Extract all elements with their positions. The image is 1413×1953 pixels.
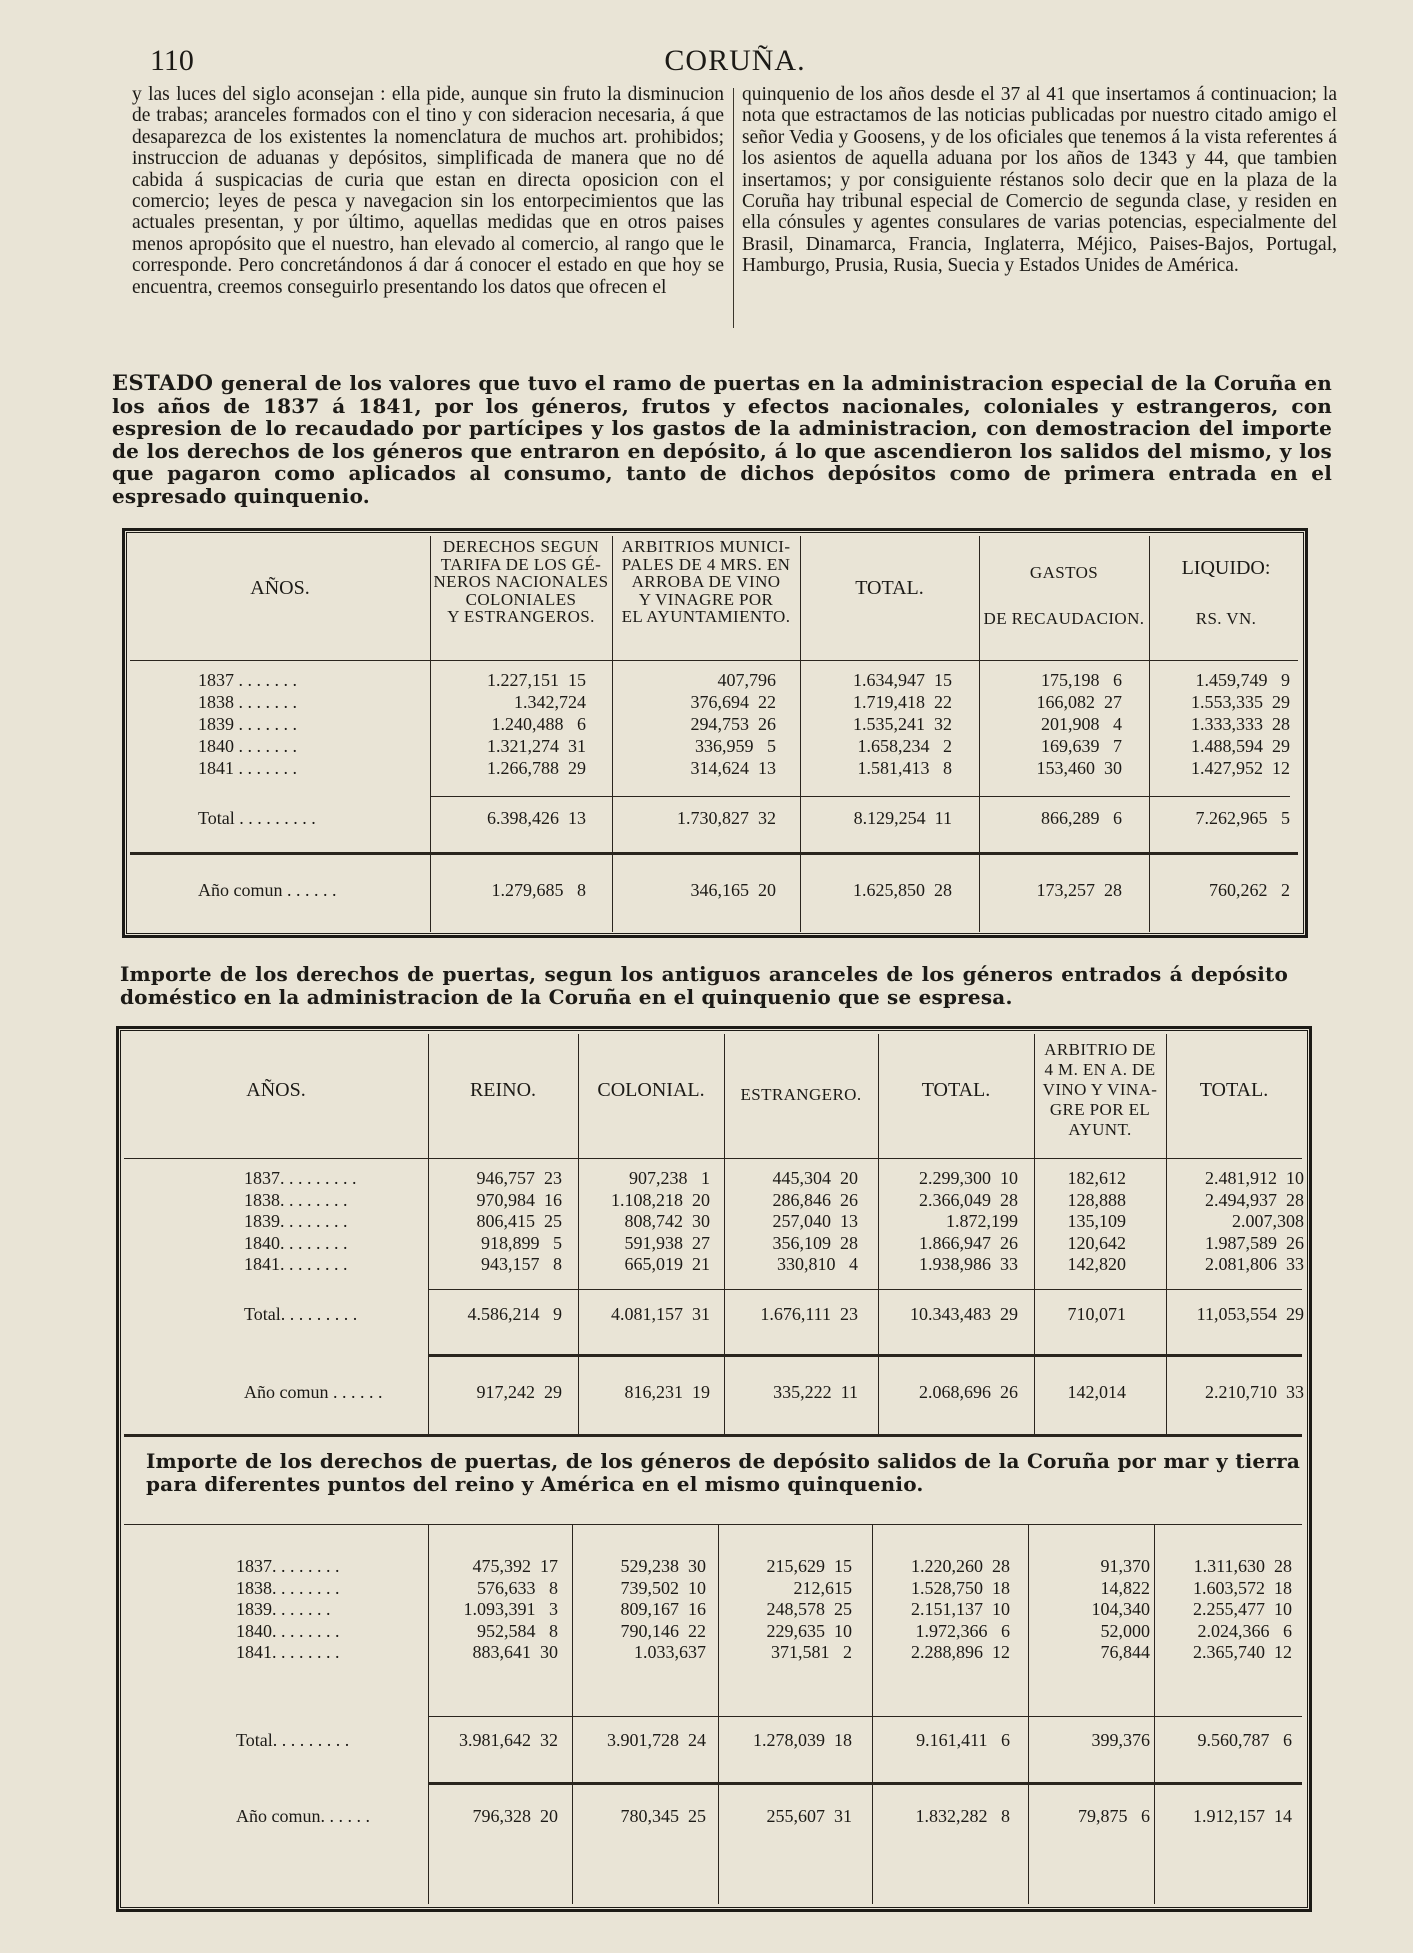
table1-header-arbitrios-line: Y VINAGRE POR [638,589,774,609]
cell-value: 255,607 31 [766,1806,852,1826]
cell-value: 1.972,366 6 [915,1620,1010,1641]
table2-sum-rule [428,1289,1302,1290]
table1-header-liquido-sub: RS. VN. [1195,609,1257,628]
table2-vline [1034,1034,1035,1434]
cell-value: 808,742 30 [624,1211,710,1231]
cell-value: 2.365,740 12 [1193,1642,1292,1662]
table1-header-derechos-line: TARIFA DE LOS GÉ- [440,554,602,574]
cell-value: 2.255,477 10 [1193,1599,1292,1619]
row-label: Total. . . . . . . . . [236,1730,350,1750]
cell-value: 248,578 25 [766,1599,852,1619]
table1-header-arbitrios-line: ARROBA DE VINO [631,572,781,591]
table1-header-derechos-line: COLONIALES [465,589,577,609]
cell-value: 169,639 7 [1041,736,1122,756]
cell-value: 14,822 [1100,1577,1150,1598]
table1-header-rule [130,660,1298,661]
row-label: 1838. . . . . . . . [236,1577,340,1598]
table1-vline [979,536,980,932]
table2-header-colonial: COLONIAL. [597,1079,705,1101]
cell-value: 3.981,642 32 [459,1730,558,1750]
cell-value: 2.299,300 10 [919,1168,1018,1188]
cell-value: 866,289 6 [1041,808,1122,828]
cell-value: 780,345 25 [620,1806,706,1826]
table1-vline [612,536,613,932]
cell-value: 52,000 [1100,1620,1150,1641]
cell-value: 2.151,137 10 [911,1599,1010,1619]
row-label: 1838. . . . . . . . [244,1189,348,1210]
table3-header-rule [124,1524,1302,1525]
cell-value: 128,888 [1067,1189,1126,1210]
cell-value: 1.938,986 33 [919,1254,1018,1274]
table2-header-estrangero: ESTRANGERO. [740,1085,862,1104]
cell-value: 76,844 [1100,1642,1150,1662]
table3-sum-rule [428,1716,1302,1717]
cell-value: 710,071 [1067,1304,1126,1324]
table2-header-rule [124,1158,1302,1159]
cell-value: 475,392 17 [472,1556,558,1576]
table1-vline [800,536,801,932]
cell-value: 1.488,594 29 [1191,736,1290,756]
cell-value: 356,109 28 [772,1232,858,1253]
cell-value: 917,242 29 [476,1382,562,1402]
right-column-text: quinquenio de los años desde el 37 al 41 que insertamos á continuacion; la nota que estractamos de las noticias publicadas por nuestro citado amigo el señor Vedia y Goosens, y de los oficiales que tenemos á la vista referentes á los asientos de aquella aduana por los años de 1343 y 44, que tambien insertamos; y por consiguiente réstanos solo decir que en la plaza de la Coruña hay tribunal especial de Comercio de segunda clase, y residen en ella cónsules y agentes consulares de varias potencias, especialmente del Brasil, Dinamarca, Francia, Inglaterra, Méjico, Paises-Bajos, Portugal, Hamburgo, Prusia, Rusia, Suecia y Estados Unides de América. [742,84,1337,277]
cell-value: 79,875 6 [1078,1806,1150,1826]
body-text [132,84,1337,334]
cell-value: 1.279,685 8 [491,880,586,900]
table1-header-arbitrios-line: EL AYUNTAMIENTO. [621,607,791,626]
cell-value: 1.658,234 2 [857,736,952,756]
table3-vline [872,1524,873,1904]
table2-end-rule [124,1434,1302,1437]
table2-title: Importe de los derechos de puertas, segun los antiguos aranceles de los géneros entrados á depósito doméstico en la administracion de la Coruña en el quinquenio que se espresa. [120,962,1288,1009]
table2-header-arbitrio-line: GRE POR EL [1049,1100,1151,1119]
cell-value: 2.288,896 12 [911,1642,1010,1662]
cell-value: 1.987,589 26 [1205,1232,1304,1253]
cell-value: 806,415 25 [476,1211,562,1231]
cell-value: 1.311,630 28 [1193,1556,1292,1576]
cell-value: 2.366,049 28 [919,1189,1018,1210]
table2-header-arbitrio-line: VINO Y VINA- [1042,1080,1158,1099]
cell-value: 212,615 [793,1577,852,1598]
cell-value: 4.586,214 9 [467,1304,562,1324]
cell-value: 760,262 2 [1209,880,1290,900]
cell-value: 173,257 28 [1036,880,1122,900]
cell-value: 120,642 [1067,1232,1126,1253]
cell-value: 907,238 1 [629,1168,710,1188]
running-title: CORUÑA. [664,44,806,77]
cell-value: 918,899 5 [481,1232,562,1253]
cell-value: 1.093,391 3 [463,1599,558,1619]
cell-value: 1.033,637 [634,1642,706,1662]
cell-value: 1.832,282 8 [915,1806,1010,1826]
table1-header-total: TOTAL. [855,577,924,599]
table1-vline [430,536,431,932]
cell-value: 153,460 30 [1036,758,1122,778]
cell-value: 1.535,241 32 [853,714,952,734]
table2-header-arbitrio-line: ARBITRIO DE [1044,1040,1156,1059]
cell-value: 1.719,418 22 [853,692,952,712]
cell-value: 8.129,254 11 [853,808,952,828]
row-label: Año comun . . . . . . [244,1382,383,1402]
cell-value: 1.227,151 15 [487,670,586,690]
cell-value: 946,757 23 [476,1168,562,1188]
table1-header-anos: AÑOS. [250,577,310,599]
cell-value: 7.262,965 5 [1195,808,1290,828]
cell-value: 336,959 5 [695,736,776,756]
cell-value: 1.321,274 31 [487,736,586,756]
cell-value: 330,810 4 [777,1254,858,1274]
table2-vline [428,1034,429,1434]
table3-title: Importe de los derechos de puertas, de los géneros de depósito salidos de la Coruña por mar y tierra para diferentes puntos del reino y América en el mismo quinquenio. [146,1449,1300,1496]
cell-value: 1.342,724 [514,692,586,712]
page-header [150,44,1320,80]
cell-value: 335,222 11 [773,1382,858,1402]
cell-value: 166,082 27 [1036,692,1122,712]
cell-value: 1.108,218 20 [611,1189,710,1210]
row-label: Total . . . . . . . . . [198,808,316,828]
cell-value: 1.266,788 29 [487,758,586,778]
cell-value: 91,370 [1100,1556,1150,1576]
cell-value: 816,231 19 [624,1382,710,1402]
table2-total-rule [428,1354,1302,1357]
cell-value: 809,167 16 [620,1599,706,1619]
cell-value: 142,014 [1067,1382,1126,1402]
left-column-text: y las luces del siglo aconsejan : ella pide, aunque sin fruto la disminucion de trabas; aranceles formados con el tino y con sideracion necesaria, á que desaparezca de los existentes la nomenclatura de muchos art. prohibidos; instruccion de aduanas y depósitos, simplificada de manera que no dé cabida á suspicacias de curia que estan en directa oposicion con el comercio; leyes de pesca y navegacion sin los entorpecimientos que las actuales presentan, y por último, aquellas medidas que en otros paises menos apropósito que el nuestro, han elevado al comercio, al rango que le corresponde. Pero concretándonos á dar á conocer el estado en que hoy se encuentra, creemos conseguirlo presentando los datos que ofrecen el [132,84,724,298]
table1-header-derechos-line: NEROS NACIONALES [433,572,609,591]
table3-vline [1154,1524,1155,1904]
cell-value: 1.634,947 15 [853,670,952,690]
table1-title [112,372,1332,507]
cell-value: 790,146 22 [620,1620,706,1641]
table1-header-gastos: GASTOS [1029,563,1099,582]
page-number: 110 [150,44,194,77]
table3-vline [718,1524,719,1904]
row-label: Año comun . . . . . . [198,880,337,900]
table1-header-derechos-line: DERECHOS SEGUN [442,537,600,556]
table1-header-arbitrios [614,538,798,626]
cell-value: 201,908 4 [1041,714,1122,734]
cell-value: 286,846 26 [772,1189,858,1210]
cell-value: 175,198 6 [1041,670,1122,690]
cell-value: 294,753 26 [690,714,776,734]
table1-sum-rule [430,796,1290,797]
table1-header-derechos-line: Y ESTRANGEROS. [447,607,595,626]
cell-value: 665,019 21 [624,1254,710,1274]
cell-value: 399,376 [1091,1730,1150,1750]
column-rule [733,88,734,328]
row-label: 1841. . . . . . . . [244,1254,348,1274]
row-label: 1841 . . . . . . . [198,758,297,778]
table2-vline [724,1034,725,1434]
cell-value: 1.730,827 32 [677,808,776,828]
cell-value: 376,694 22 [690,692,776,712]
cell-value: 9.560,787 6 [1197,1730,1292,1750]
cell-value: 2.481,912 10 [1205,1168,1304,1188]
table3-total-rule [428,1782,1302,1785]
table2-header-arbitrio [1036,1040,1164,1140]
row-label: 1837. . . . . . . . . [244,1168,357,1188]
cell-value: 883,641 30 [472,1642,558,1662]
cell-value: 591,938 27 [624,1232,710,1253]
table1-header-arbitrios-line: PALES DE 4 MRS. EN [621,554,791,574]
cell-value: 9.161,411 6 [916,1730,1010,1750]
row-label: 1840 . . . . . . . [198,736,297,756]
cell-value: 2.210,710 33 [1205,1382,1304,1402]
table3-vline [1028,1524,1029,1904]
cell-value: 1.581,413 8 [857,758,952,778]
table2-header-total: TOTAL. [921,1079,991,1101]
cell-value: 182,612 [1067,1168,1126,1188]
row-label: 1837. . . . . . . . [236,1556,340,1576]
row-label: 1840. . . . . . . . [236,1620,340,1641]
cell-value: 229,635 10 [766,1620,852,1641]
table2-header-reino: REINO. [469,1079,537,1101]
cell-value: 3.901,728 24 [607,1730,706,1750]
table1-title-text: general de los valores que tuvo el ramo de puertas en la administracion especial de la Coruña en los años de 1837 á 1841, por los géneros, frutos y efectos nacionales, coloniales y estrangeros, con espresion de lo recaudado por partícipes y los gastos de la administracion, con demostracion del importe de los derechos de los géneros que entraron en depósito, á lo que ascendieron los salidos del mismo, y los que pagaron como aplicados al consumo, tanto de dichos depósitos como de primera entrada en el espresado quinquenio. [112,371,1332,508]
cell-value: 2.024,366 6 [1197,1620,1292,1641]
cell-value: 407,796 [717,670,776,690]
row-label: 1841. . . . . . . . [236,1642,340,1662]
cell-value: 2.007,308 [1232,1211,1304,1231]
table2-header-anos: AÑOS. [246,1079,306,1101]
row-label: 1840. . . . . . . . [244,1232,348,1253]
cell-value: 1.866,947 26 [919,1232,1018,1253]
cell-value: 1.625,850 28 [853,880,952,900]
cell-value: 4.081,157 31 [611,1304,710,1324]
cell-value: 943,157 8 [481,1254,562,1274]
cell-value: 1.240,488 6 [491,714,586,734]
cell-value: 104,340 [1091,1599,1150,1619]
table2-header-arbitrio-line: 4 M. EN A. DE [1044,1060,1156,1079]
cell-value: 1.676,111 23 [760,1304,858,1324]
table1-total-rule [130,852,1298,855]
row-label: 1839. . . . . . . . [244,1211,348,1231]
cell-value: 529,238 30 [620,1556,706,1576]
row-label: 1838 . . . . . . . [198,692,297,712]
table1-vline [1149,536,1150,932]
cell-value: 952,584 8 [477,1620,558,1641]
cell-value: 2.081,806 33 [1205,1254,1304,1274]
table1-header-arbitrios-line: ARBITRIOS MUNICI- [621,537,791,556]
table2-vline [878,1034,879,1434]
table1-header-derechos [432,538,610,626]
table1 [122,528,1308,938]
cell-value: 1.220,260 28 [911,1556,1010,1576]
cell-value: 314,624 13 [690,758,776,778]
table3-vline [572,1524,573,1904]
row-label: 1837 . . . . . . . [198,670,297,690]
table2-header-arbitrio-line: AYUNT. [1068,1120,1132,1139]
cell-value: 1.603,572 18 [1193,1577,1292,1598]
cell-value: 445,304 20 [772,1168,858,1188]
cell-value: 1.333,333 28 [1191,714,1290,734]
cell-value: 1.278,039 18 [753,1730,852,1750]
cell-value: 970,984 16 [476,1189,562,1210]
cell-value: 739,502 10 [620,1577,706,1598]
cell-value: 796,328 20 [472,1806,558,1826]
cell-value: 1.872,199 [946,1211,1018,1231]
row-label: 1839. . . . . . . [236,1599,331,1619]
cell-value: 1.459,749 9 [1195,670,1290,690]
cell-value: 135,109 [1067,1211,1126,1231]
cell-value: 576,633 8 [477,1577,558,1598]
table2 [116,1026,1312,1912]
cell-value: 10.343,483 29 [910,1304,1018,1324]
table1-header-liquido: LIQUIDO: [1181,557,1271,579]
cell-value: 215,629 15 [766,1556,852,1576]
row-label: 1839 . . . . . . . [198,714,297,734]
row-label: Total. . . . . . . . . [244,1304,358,1324]
table2-vline [1166,1034,1167,1434]
cell-value: 6.398,426 13 [487,808,586,828]
table1-header-gastos-sub: DE RECAUDACION. [983,609,1145,628]
row-label: Año comun. . . . . . [236,1806,370,1826]
table2-header-total2: TOTAL. [1199,1079,1269,1101]
cell-value: 1.912,157 14 [1193,1806,1292,1826]
cell-value: 257,040 13 [772,1211,858,1231]
cell-value: 2.494,937 28 [1205,1189,1304,1210]
cell-value: 142,820 [1067,1254,1126,1274]
cell-value: 2.068,696 26 [919,1382,1018,1402]
table2-vline [578,1034,579,1434]
cell-value: 371,581 2 [771,1642,852,1662]
cell-value: 1.528,750 18 [911,1577,1010,1598]
table3-vline [428,1524,429,1904]
cell-value: 1.427,952 12 [1191,758,1290,778]
cell-value: 1.553,335 29 [1191,692,1290,712]
cell-value: 11,053,554 29 [1196,1304,1304,1324]
table1-title-lead: ESTADO [112,370,214,395]
cell-value: 346,165 20 [690,880,776,900]
